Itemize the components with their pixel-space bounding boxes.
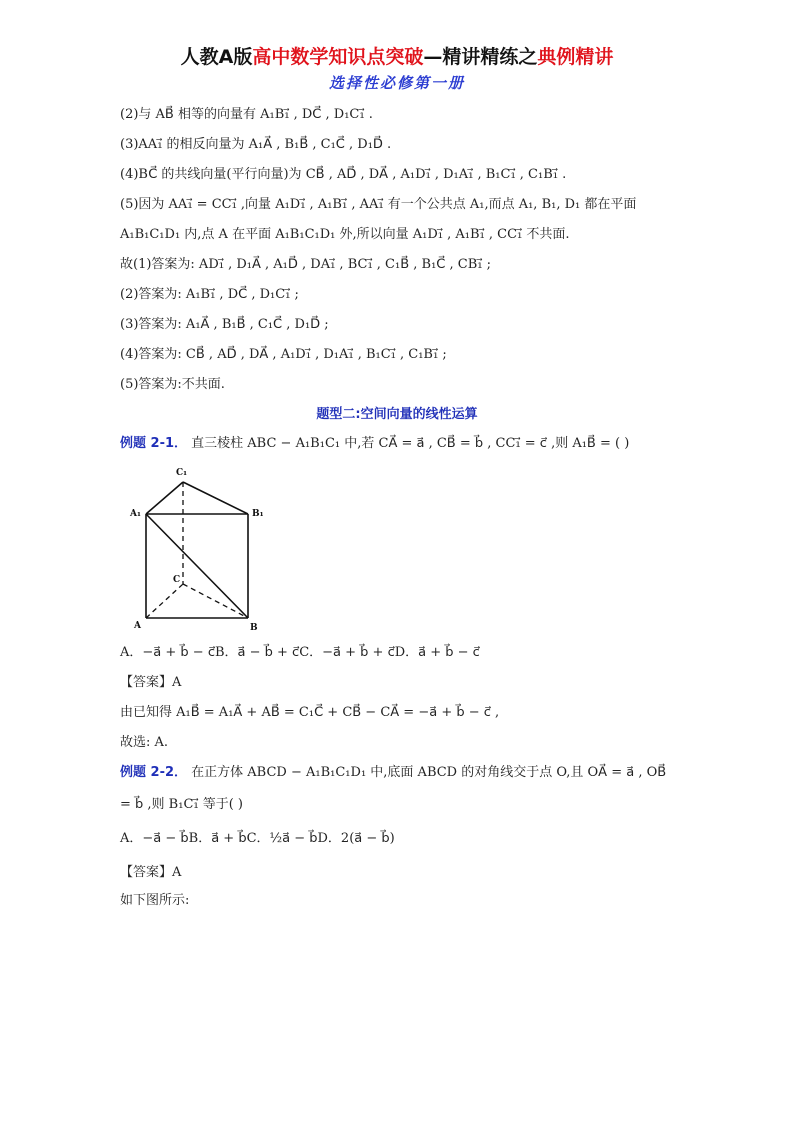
answer-line-4: (4)答案为: CB⃗ , AD⃗ , DA⃗ , A₁D₁⃗ , D₁A₁⃗ , B₁C₁⃗ , C₁B₁⃗ ; bbox=[120, 347, 447, 362]
example-2-1-label: 例题 2-1． bbox=[120, 436, 188, 451]
example-2-1-answer: 【答案】A bbox=[120, 675, 182, 690]
solution-line-5b: A₁B₁C₁D₁ 内,点 A 在平面 A₁B₁C₁D₁ 外,所以向量 A₁D₁⃗ , A₁B₁⃗ , CC₁⃗ 不共面. bbox=[120, 227, 570, 242]
answer-line-5: (5)答案为:不共面. bbox=[120, 377, 225, 392]
header-topic: 高中数学知识点突破 bbox=[252, 46, 424, 68]
label-b: B bbox=[250, 623, 258, 633]
page-header bbox=[0, 42, 794, 69]
label-c: C bbox=[173, 575, 181, 585]
edge-a1-c1 bbox=[146, 482, 183, 514]
section-title: 题型二:空间向量的线性运算 bbox=[316, 407, 478, 422]
edge-c1-b1 bbox=[183, 482, 248, 514]
label-b1: B₁ bbox=[252, 509, 264, 519]
example-2-2-answer: 【答案】A bbox=[120, 865, 182, 880]
label-a: A bbox=[134, 621, 141, 631]
solution-line-3: (3)AA₁⃗ 的相反向量为 A₁A⃗ , B₁B⃗ , C₁C⃗ , D₁D⃗ . bbox=[120, 137, 392, 152]
header-series: —精讲精练之 bbox=[423, 46, 538, 68]
header-subtitle: 选择性必修第一册 bbox=[328, 74, 465, 92]
example-2-1-options: A．−a⃗ + b⃗ − c⃗B．a⃗ − b⃗ + c⃗C．−a⃗ + b⃗ + c⃗D．a⃗ + b⃗ − c⃗ bbox=[120, 645, 480, 660]
answer-line-3: (3)答案为: A₁A⃗ , B₁B⃗ , C₁C⃗ , D₁D⃗ ; bbox=[120, 317, 329, 332]
example-2-2-options: A．−a⃗ − b⃗B．a⃗ + b⃗C．½a⃗ − b⃗D．2(a⃗ − b⃗) bbox=[120, 831, 395, 846]
answer-line-1: 故(1)答案为: AD₁⃗ , D₁A⃗ , A₁D⃗ , DA₁⃗ , BC₁⃗ , C₁B⃗ , B₁C⃗ , CB₁⃗ ; bbox=[120, 257, 491, 272]
example-2-1-question bbox=[120, 435, 629, 453]
answer-line-2: (2)答案为: A₁B₁⃗ , DC⃗ , D₁C₁⃗ ; bbox=[120, 287, 299, 302]
example-2-2-text-2: = b⃗ ,则 B₁C₁⃗ 等于( ) bbox=[120, 797, 244, 812]
example-2-1-conclusion: 故选: A. bbox=[120, 735, 169, 750]
example-2-1-text: 直三棱柱 ABC − A₁B₁C₁ 中,若 CA⃗ = a⃗ , CB⃗ = b⃗ , CC₁⃗ = c⃗ ,则 A₁B⃗ = ( ) bbox=[191, 436, 630, 451]
example-2-1-solution: 由已知得 A₁B⃗ = A₁A⃗ + AB⃗ = C₁C⃗ + CB⃗ − CA⃗ = −a⃗ + b⃗ − c⃗ , bbox=[120, 705, 500, 720]
edge-a-c-hidden bbox=[146, 584, 183, 618]
label-c1: C₁ bbox=[176, 468, 188, 478]
example-2-2-followup: 如下图所示: bbox=[120, 893, 190, 908]
solution-line-4: (4)BC⃗ 的共线向量(平行向量)为 CB⃗ , AD⃗ , DA⃗ , A₁D₁⃗ , D₁A₁⃗ , B₁C₁⃗ , C₁B₁⃗ . bbox=[120, 167, 567, 182]
header-edition: 人教A版 bbox=[180, 46, 253, 68]
solution-line-5a: (5)因为 AA₁⃗ = CC₁⃗ ,向量 A₁D₁⃗ , A₁B₁⃗ , AA₁⃗ 有一个公共点 A₁,而点 A₁, B₁, D₁ 都在平面 bbox=[120, 197, 637, 212]
example-2-2-question bbox=[120, 764, 666, 782]
header-type: 典例精讲 bbox=[537, 46, 614, 68]
example-2-2-label: 例题 2-2． bbox=[120, 765, 188, 780]
solution-line-2: (2)与 AB⃗ 相等的向量有 A₁B₁⃗ , DC⃗ , D₁C₁⃗ . bbox=[120, 107, 373, 122]
label-a1: A₁ bbox=[130, 509, 141, 519]
example-2-2-text-1: 在正方体 ABCD − A₁B₁C₁D₁ 中,底面 ABCD 的对角线交于点 O,且 OA⃗ = a⃗ , OB⃗ bbox=[191, 765, 667, 780]
prism-figure bbox=[128, 462, 268, 637]
diagonal-a1-b bbox=[146, 514, 248, 618]
edge-c-b-hidden bbox=[183, 584, 248, 618]
